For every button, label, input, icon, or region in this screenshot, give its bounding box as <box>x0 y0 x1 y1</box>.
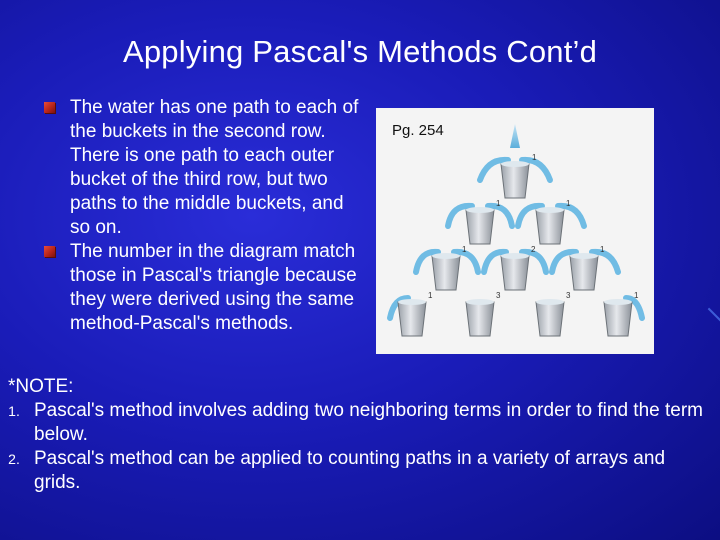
bucket-pyramid-figure <box>376 108 654 354</box>
note-item <box>8 399 708 447</box>
bucket-label: 1 <box>462 245 467 254</box>
bullet-marker-icon <box>44 102 55 113</box>
bucket-label: 1 <box>600 245 605 254</box>
bucket-pyramid-illustration <box>376 108 654 354</box>
bucket-label: 3 <box>566 291 571 300</box>
bucket-label: 3 <box>496 291 501 300</box>
note-heading: *NOTE: <box>8 376 74 397</box>
bullet-text: The water has one path to each of the buckets in the second row. There is one path to each outer bucket of the third row, but two paths to the middle buckets, and so on. <box>70 97 359 238</box>
bullet-item <box>42 240 362 336</box>
note-item-text: Pascal's method involves adding two neighboring terms in order to find the term below. <box>34 400 703 445</box>
note-item-number: 2. <box>8 451 20 467</box>
note-item <box>8 447 708 495</box>
bucket-label: 1 <box>634 291 639 300</box>
note-section <box>8 375 708 495</box>
bullet-text: The number in the diagram match those in Pascal's triangle because they were derived using the same method-Pascal's methods. <box>70 241 357 334</box>
bullet-item <box>42 96 362 240</box>
decorative-streak <box>708 308 720 331</box>
slide-title: Applying Pascal's Methods Cont’d <box>122 34 598 69</box>
bucket-label: 1 <box>532 153 537 162</box>
bucket-label: 1 <box>496 199 501 208</box>
bullet-marker-icon <box>44 246 55 257</box>
bucket-label: 1 <box>566 199 571 208</box>
bucket-label: 1 <box>428 291 433 300</box>
page-reference-label: Pg. 254 <box>392 122 444 139</box>
bucket-label: 2 <box>531 245 536 254</box>
bullet-list <box>42 96 362 336</box>
note-item-number: 1. <box>8 403 20 419</box>
note-item-text: Pascal's method can be applied to counting paths in a variety of arrays and grids. <box>34 448 666 493</box>
